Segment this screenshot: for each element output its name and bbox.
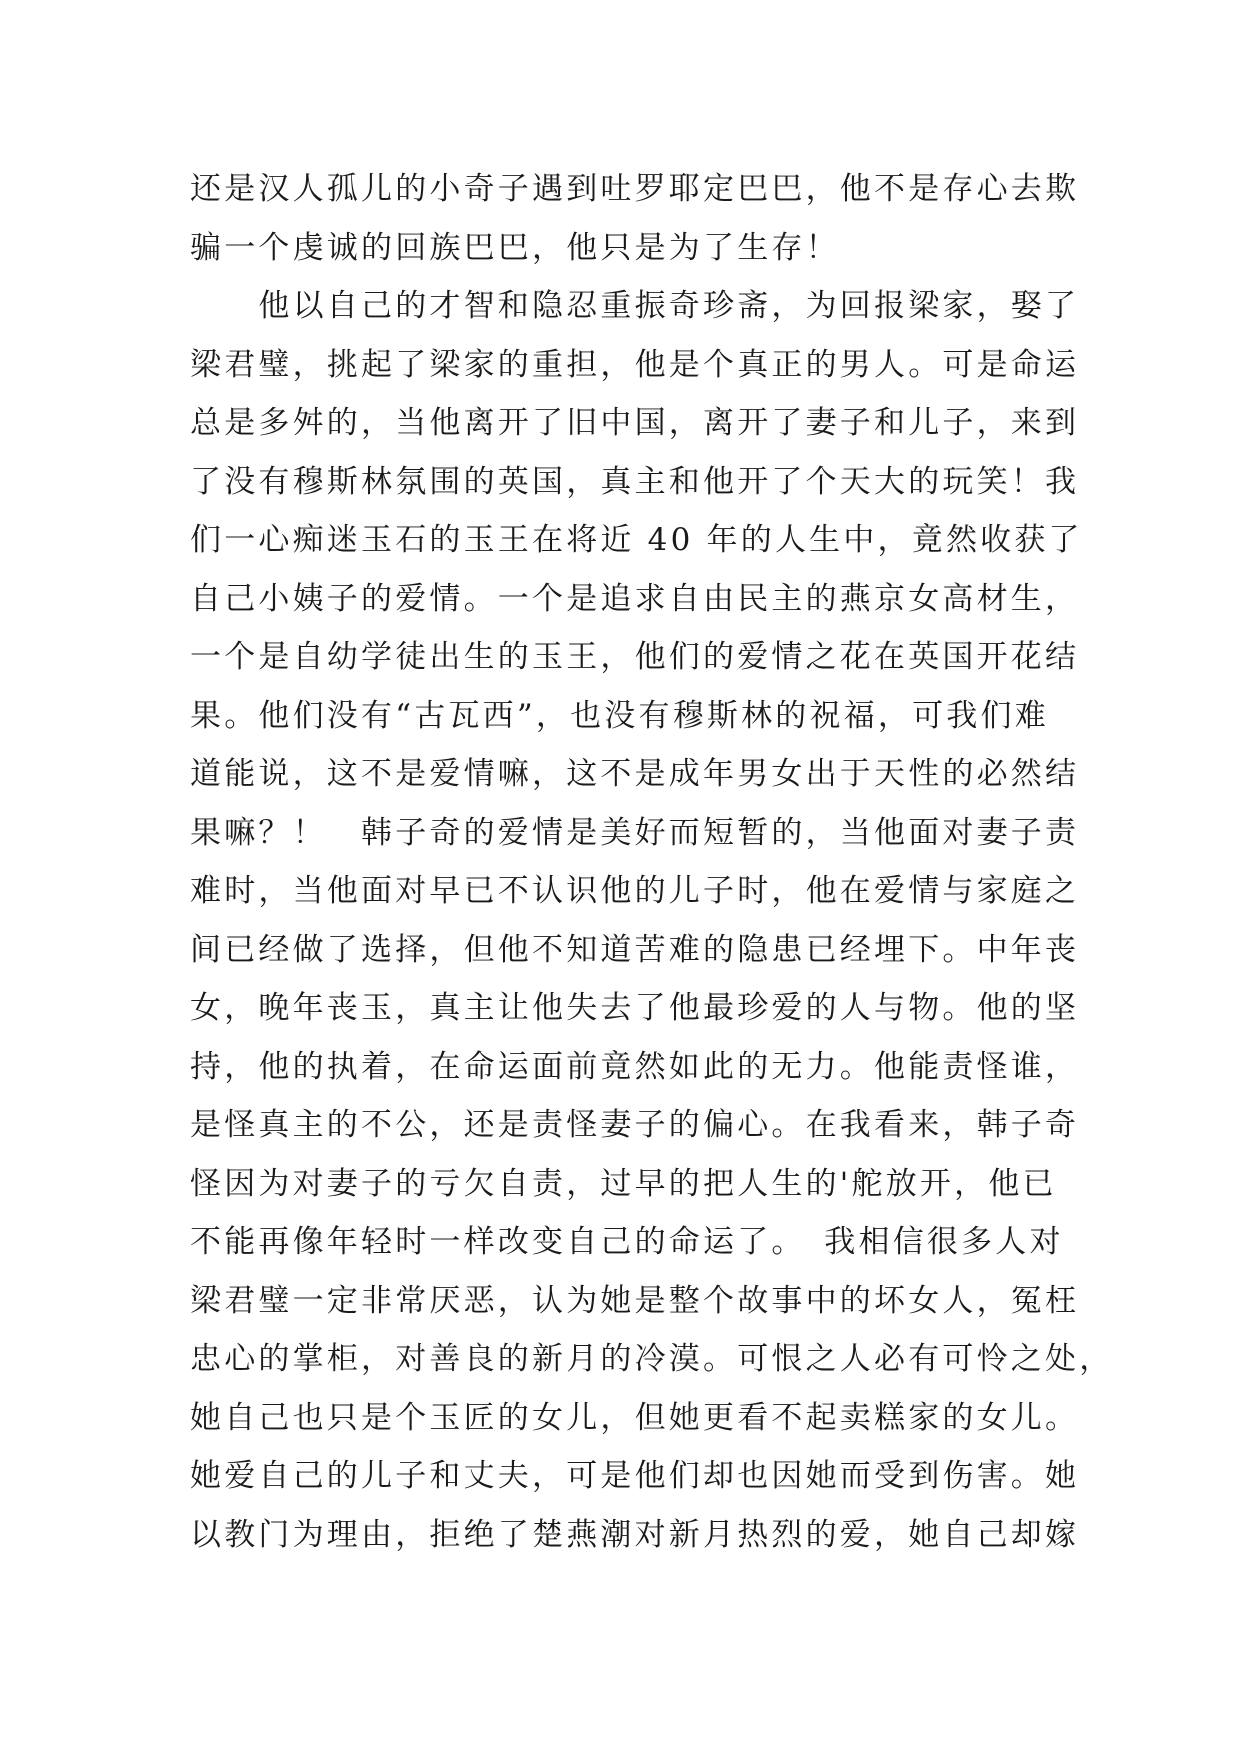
text-line: 他以自己的才智和隐忍重振奇珍斋，为回报梁家，娶了 bbox=[190, 288, 1080, 324]
text-line: 是怪真主的不公，还是责怪妻子的偏心。在我看来，韩子奇 bbox=[190, 1107, 1080, 1143]
text-line: 一个是自幼学徒出生的玉王，他们的爱情之花在英国开花结 bbox=[190, 639, 1080, 675]
text-line: 她爱自己的儿子和丈夫，可是他们却也因她而受到伤害。她 bbox=[190, 1458, 1080, 1494]
text-line: 梁君璧一定非常厌恶，认为她是整个故事中的坏女人，冤枉 bbox=[190, 1282, 1080, 1319]
text-line: 她自己也只是个玉匠的女儿，但她更看不起卖糕家的女儿。 bbox=[190, 1399, 1080, 1436]
text-line: 们一心痴迷玉石的玉王在将近 40 年的人生中，竟然收获了 bbox=[190, 522, 1083, 558]
text-line: 道能说，这不是爱情嘛，这不是成年男女出于天性的必然结 bbox=[190, 756, 1080, 792]
text-line: 还是汉人孤儿的小奇子遇到吐罗耶定巴巴，他不是存心去欺 bbox=[190, 171, 1080, 207]
text-line: 不能再像年轻时一样改变自己的命运了。 我相信很多人对 bbox=[190, 1224, 1064, 1260]
text-line: 忠心的掌柜，对善良的新月的冷漠。可恨之人必有可怜之处， bbox=[190, 1341, 1114, 1377]
text-line: 间已经做了选择，但他不知道苦难的隐患已经埋下。中年丧 bbox=[190, 931, 1080, 968]
text-line: 果。他们没有“古瓦西”，也没有穆斯林的祝福，可我们难 bbox=[190, 697, 1049, 734]
text-line: 骗一个虔诚的回族巴巴，他只是为了生存！ bbox=[190, 229, 840, 266]
text-line: 怪因为对妻子的亏欠自责，过早的把人生的'舵放开，他已 bbox=[190, 1165, 1057, 1202]
text-line: 了没有穆斯林氛围的英国，真主和他开了个天大的玩笑！我 bbox=[190, 463, 1080, 500]
text-line: 总是多舛的，当他离开了旧中国，离开了妻子和儿子，来到 bbox=[190, 405, 1080, 441]
text-line: 女，晚年丧玉，真主让他失去了他最珍爱的人与物。他的坚 bbox=[190, 990, 1080, 1026]
body-text bbox=[190, 160, 1114, 1564]
text-line: 持，他的执着，在命运面前竟然如此的无力。他能责怪谁， bbox=[190, 1048, 1080, 1085]
text-line: 自己小姨子的爱情。一个是追求自由民主的燕京女高材生， bbox=[190, 580, 1080, 617]
text-line: 难时，当他面对早已不认识他的儿子时，他在爱情与家庭之 bbox=[190, 873, 1080, 909]
text-line: 果嘛？！ 韩子奇的爱情是美好而短暂的，当他面对妻子责 bbox=[190, 814, 1080, 851]
text-line: 以教门为理由，拒绝了楚燕潮对新月热烈的爱，她自己却嫁 bbox=[190, 1516, 1080, 1553]
text-line: 梁君璧，挑起了梁家的重担，他是个真正的男人。可是命运 bbox=[190, 346, 1080, 383]
